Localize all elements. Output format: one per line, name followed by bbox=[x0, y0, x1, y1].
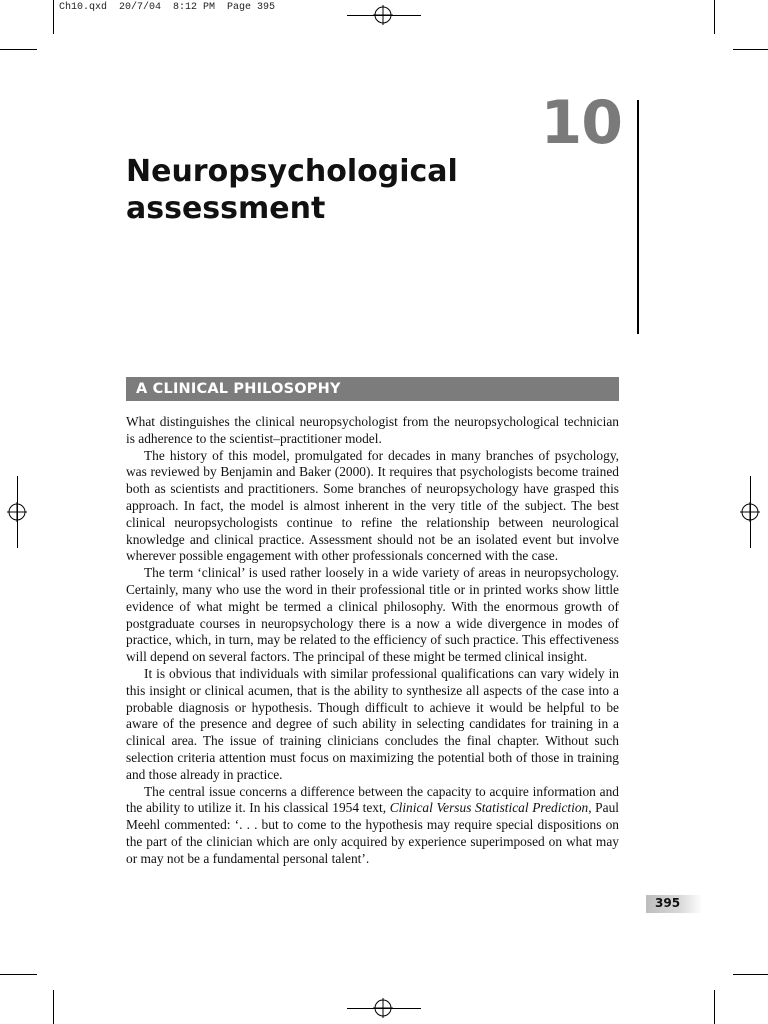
paragraph: The term ‘clinical’ is used rather loosely in a wide variety of areas in neuropsychology. Certainly, many who use the word in their professional title or in printed works show little evidence of what might be termed a clinical philosophy. With the enormous growth of postgraduate courses in neuropsychology there is a now a wide divergence in modes of practice, which, in turn, may be related to the efficiency of such practice. This effectiveness will depend on several factors. The principal of these might be termed clinical insight. bbox=[126, 565, 619, 665]
crop-mark bbox=[0, 974, 37, 975]
book-title: Clinical Versus Statistical Prediction bbox=[389, 800, 589, 816]
paragraph: The history of this model, promulgated for decades in many branches of psychology, was reviewed by Benjamin and Baker (2000). It requires that psychologists become trained both as scientists and practitioners. Some branches of neuropsychology have grasped this approach. In fact, the model is almost inherent in the very title of the subject. The best clinical neuropsychologists continue to refine the relationship between neurological knowledge and clinical practice. Assessment should not be an isolated event but involve wherever possible engagement with other professionals concerned with the case. bbox=[126, 447, 619, 564]
paragraph: What distinguishes the clinical neuropsychologist from the neuropsychological technician is adherence to the scientist–practitioner model. bbox=[126, 414, 619, 446]
paragraph-last bbox=[126, 784, 619, 868]
registration-line bbox=[347, 15, 421, 16]
crop-mark bbox=[733, 974, 768, 975]
registration-line bbox=[17, 476, 18, 548]
paragraph-text: The central issue concerns a difference between the capacity to acquire information and the ability to utilize it. In his classical 1954 text, bbox=[126, 783, 619, 816]
crop-mark bbox=[0, 49, 37, 50]
crop-mark bbox=[53, 990, 54, 1024]
registration-line bbox=[750, 476, 751, 548]
section-heading: A CLINICAL PHILOSOPHY bbox=[126, 377, 619, 401]
paragraph-text: , Paul Meehl commented: ‘. . . but to come to the hypothesis may require special dispositions on the part of the clinician which are only acquired by experience superimposed on what may or may not be a fundamental personal talent’. bbox=[126, 800, 619, 866]
crop-mark bbox=[714, 990, 715, 1024]
chapter-number: 10 bbox=[540, 88, 622, 158]
paragraph: It is obvious that individuals with similar professional qualifications can vary widely in this insight or clinical acumen, that is the ability to synthesize all aspects of the case into a probable diagnosis or hypothesis. Though difficult to achieve it would be helpful to be aware of the presence and degree of such ability in selecting candidates for training in a clinical area. The issue of training clinicians concludes the final chapter. Without such selection criteria attention must focus on maximizing the potential both of those in training and those already in practice. bbox=[126, 665, 619, 782]
crop-mark bbox=[53, 0, 54, 34]
registration-line bbox=[347, 1008, 421, 1009]
chapter-rule bbox=[637, 100, 639, 334]
printer-slug: Ch10.qxd 20/7/04 8:12 PM Page 395 bbox=[59, 2, 276, 13]
body-text bbox=[126, 414, 619, 868]
crop-mark bbox=[714, 0, 715, 34]
chapter-title: Neuropsychological assessment bbox=[126, 154, 458, 226]
page-number: 395 bbox=[655, 896, 681, 910]
crop-mark bbox=[733, 49, 768, 50]
